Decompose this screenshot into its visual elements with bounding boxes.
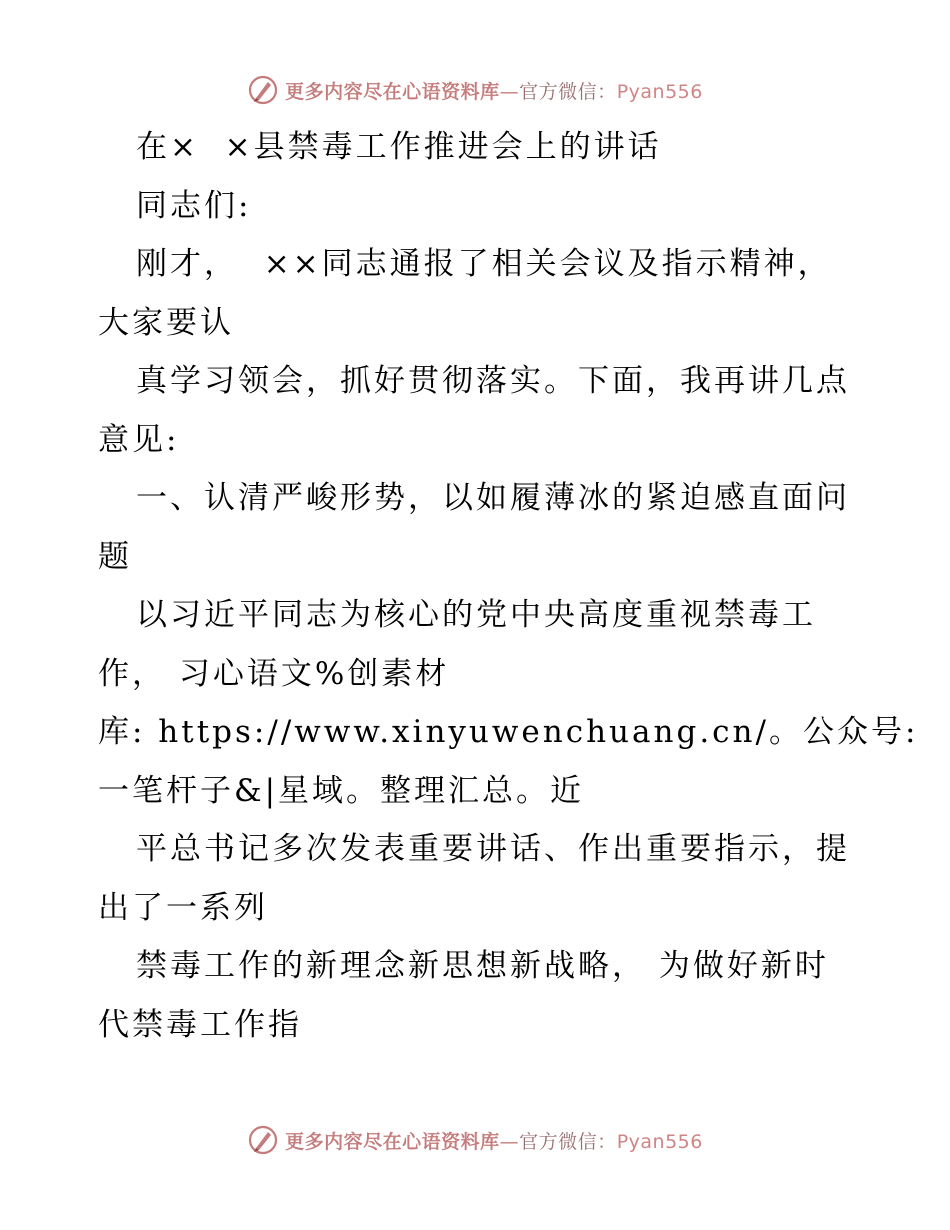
- paragraph-line: 刚才， ××同志通报了相关会议及指示精神，: [136, 246, 832, 282]
- section-heading: 一、认清严峻形势，以如履薄冰的紧迫感直面问: [136, 480, 850, 516]
- paragraph-line: 库: https://www.xinyuwenchuang.cn/。公众号:: [98, 714, 919, 750]
- paragraph-line: 意见:: [98, 421, 180, 458]
- watermark-sub-text: 官方微信：: [519, 80, 617, 103]
- watermark-sub-text: 官方微信：: [519, 1130, 617, 1153]
- watermark-banner-bottom: [0, 1120, 950, 1160]
- paragraph-line: 出了一系列: [98, 889, 268, 926]
- watermark-separator: —: [499, 1130, 520, 1153]
- paragraph-line: 禁毒工作的新理念新思想新战略， 为做好新时: [136, 948, 829, 984]
- paragraph-line: 大家要认: [98, 304, 234, 341]
- brush-pen-logo-icon: [247, 1124, 279, 1156]
- watermark-wechat-id: Pyan556: [616, 80, 703, 103]
- watermark-separator: —: [499, 80, 520, 103]
- paragraph-line: 以习近平同志为核心的党中央高度重视禁毒工: [136, 597, 816, 633]
- watermark-banner-top: [0, 70, 950, 110]
- watermark-main-text: 更多内容尽在心语资料库: [285, 1130, 500, 1153]
- watermark-wechat-id: Pyan556: [616, 1130, 703, 1153]
- document-body: [0, 118, 950, 1054]
- brush-pen-logo-icon: [247, 74, 279, 106]
- paragraph-line: 真学习领会，抓好贯彻落实。下面，我再讲几点: [136, 363, 850, 399]
- watermark-main-text: 更多内容尽在心语资料库: [285, 80, 500, 103]
- document-title: 在× ×县禁毒工作推进会上的讲话: [136, 129, 662, 165]
- salutation: 同志们:: [136, 187, 252, 224]
- section-heading-continued: 题: [98, 538, 132, 575]
- paragraph-line: 平总书记多次发表重要讲话、作出重要指示，提: [136, 831, 850, 867]
- paragraph-line: 作， 习心语文%创素材: [98, 655, 450, 692]
- paragraph-line: 一笔杆子&|星域。整理汇总。近: [98, 772, 585, 809]
- paragraph-line: 代禁毒工作指: [98, 1006, 302, 1043]
